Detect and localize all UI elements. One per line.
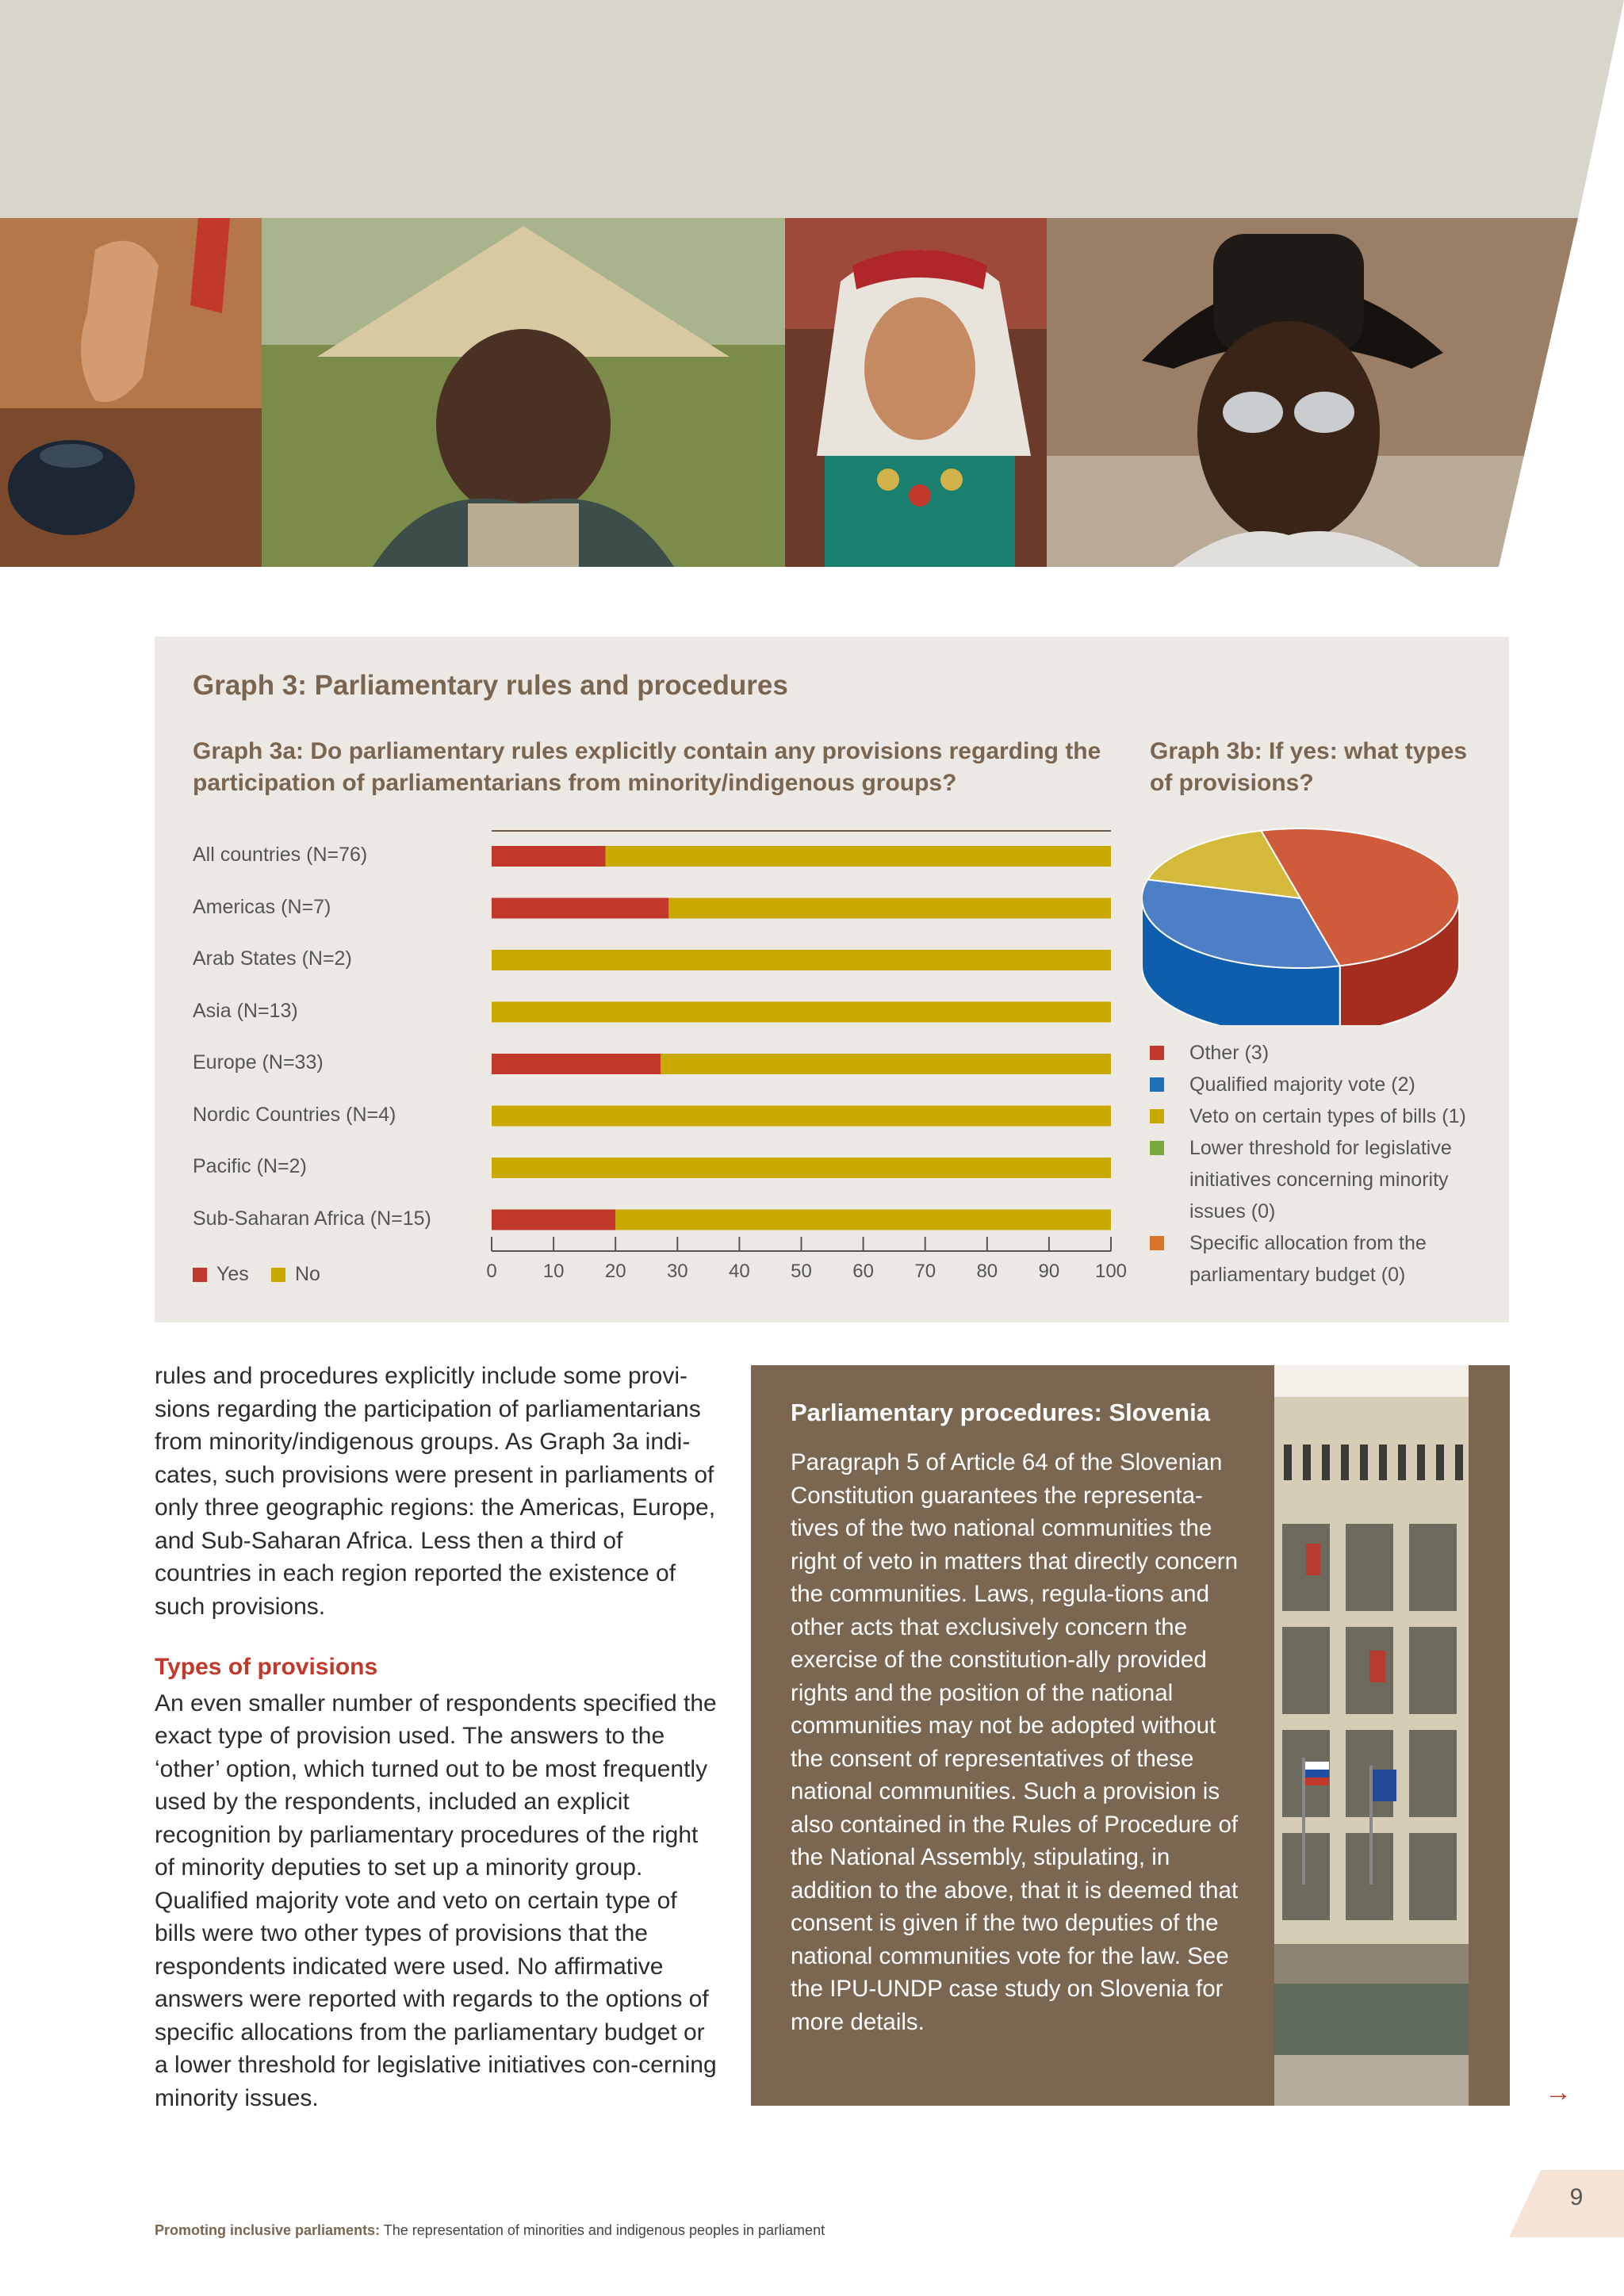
legend-label: Veto on certain types of bills (1) (1189, 1105, 1466, 1127)
legend-swatch (1150, 1141, 1164, 1155)
bar-category-label: Nordic Countries (N=4) (193, 1103, 396, 1126)
header-slant-mask (1545, 0, 1624, 218)
pie-legend-item (1150, 1037, 1483, 1069)
yes-swatch (193, 1268, 207, 1282)
pie-legend-item (1150, 1069, 1483, 1100)
legend-no (271, 1263, 320, 1286)
graph-title: Graph 3: Parliamentary rules and procedures (193, 670, 788, 701)
legend-yes (193, 1263, 249, 1286)
bar-category-label: Pacific (N=2) (193, 1155, 307, 1177)
graph-3b-title: Graph 3b: If yes: what types of provisions? (1150, 738, 1468, 796)
pie-chart (1142, 819, 1483, 1025)
continue-arrow-icon: → (1545, 2077, 1572, 2107)
sidebar-title: Parliamentary procedures: Slovenia (791, 1399, 1210, 1426)
yes-label: Yes (216, 1263, 249, 1285)
sidebar-text: Paragraph 5 of Article 64 of the Slovenian Constitution guarantees the representa-tives of the two national communities the right of veto in matters that directly concern the communities. Laws, regula-tions and other acts that exclusively concern the exercise of the constitution-ally provided rights and the position of the national communities may not be adopted without the consent of representatives of these national communities. Such a provision is also contained in the Rules of Procedure of the National Assembly, stipulating, in addition to the above, that it is deemed that consent is given if the two deputies of the national communities vote for the law. See the IPU-UNDP case study on Slovenia for more details. (791, 1449, 1239, 2035)
page-footer (155, 2222, 825, 2239)
bar-category-label: Asia (N=13) (193, 999, 298, 1022)
bar-segment-yes (492, 1210, 615, 1230)
legend-label: Specific allocation from the parliamentary budget (0) (1189, 1232, 1427, 1286)
x-tick-label: 30 (666, 1261, 688, 1282)
body-column (155, 1360, 718, 2114)
legend-swatch (1150, 1236, 1164, 1250)
x-tick-label: 90 (1038, 1261, 1060, 1282)
x-tick-label: 0 (486, 1261, 497, 1282)
bar-segment-no (492, 1106, 1111, 1127)
header-band (0, 0, 1624, 218)
x-tick-label: 20 (604, 1261, 626, 1282)
no-label: No (295, 1263, 320, 1285)
bar-segment-yes (492, 846, 606, 867)
legend-swatch (1150, 1109, 1164, 1123)
x-tick-label: 10 (542, 1261, 565, 1282)
legend-label: Qualified majority vote (2) (1189, 1073, 1415, 1096)
bar-category-label: Europe (N=33) (193, 1051, 324, 1073)
bar-segment-yes (492, 898, 668, 919)
case-study-sidebar (751, 1365, 1274, 2106)
x-tick-label: 60 (852, 1261, 874, 1282)
bar-segment-no (668, 898, 1111, 919)
graph-panel (155, 637, 1509, 1322)
body-paragraph: rules and procedures explicitly include some provi-sions regarding the participation of parliamentarians from minority/indigenous groups. As Graph 3a indi-cates, such provisions were present in parliaments of only three geographic regions: the Americas, Europe, and Sub-Saharan Africa. Less then a third of countries in each region reported the existence of such provisions. (155, 1363, 716, 1620)
page-number: 9 (1569, 2184, 1584, 2210)
bar-segment-no (615, 1210, 1111, 1230)
x-tick-label: 100 (1094, 1261, 1128, 1282)
footer-title: Promoting inclusive parliaments: (155, 2222, 381, 2238)
photo-man-straw-hat (262, 218, 785, 567)
sidebar-edge (1469, 1365, 1510, 2106)
x-tick-label: 70 (914, 1261, 936, 1282)
bar-segment-yes (492, 1054, 661, 1074)
x-tick-label: 50 (791, 1261, 812, 1282)
bar-segment-no (492, 950, 1111, 970)
pie-legend-item (1150, 1227, 1483, 1291)
bar-segment-no (492, 1002, 1111, 1023)
legend-swatch (1150, 1046, 1164, 1060)
header-photo-strip (0, 218, 1624, 567)
x-tick-label: 40 (729, 1261, 750, 1282)
bar-category-label: Americas (N=7) (193, 895, 331, 918)
footer-subtitle: The representation of minorities and indigenous peoples in parliament (380, 2222, 825, 2238)
photo-woman-headdress (785, 218, 1047, 567)
pie-legend-item (1150, 1132, 1483, 1227)
pie-legend (1150, 1037, 1483, 1291)
x-tick-label: 80 (976, 1261, 998, 1282)
legend-label: Other (3) (1189, 1042, 1270, 1064)
bar-category-label: Sub-Saharan Africa (N=15) (193, 1207, 431, 1230)
photo-building (1274, 1365, 1469, 2106)
body-paragraph: An even smaller number of respondents specified the exact type of provision used. The answers to the ‘other’ option, which turned out to be most frequently used by the respondents, included an explicit recognition by parliamentary procedures of the right of minority deputies to set up a minority group. Qualified majority vote and veto on certain type of bills were two other types of provisions that the respondents indicated were used. No affirmative answers were reported with regards to the options of specific allocations from the parliamentary budget or a lower threshold for legislative initiatives con-cerning minority issues. (155, 1689, 717, 2111)
no-swatch (271, 1268, 285, 1282)
legend-swatch (1150, 1077, 1164, 1092)
bar-segment-no (492, 1158, 1111, 1178)
bar-category-label: All countries (N=76) (193, 844, 368, 866)
bar-segment-no (606, 846, 1111, 867)
photo-ink-hand (0, 218, 262, 567)
section-heading: Types of provisions (155, 1654, 378, 1680)
legend-label: Lower threshold for legislative initiatives concerning minority issues (0) (1189, 1137, 1452, 1223)
bar-segment-no (661, 1054, 1111, 1074)
pie-legend-item (1150, 1100, 1483, 1132)
bar-category-label: Arab States (N=2) (193, 947, 352, 970)
graph-3a-title: Graph 3a: Do parliamentary rules explicitly contain any provisions regarding the participation of parliamentarians from minority/indigenous groups? (193, 738, 1101, 796)
